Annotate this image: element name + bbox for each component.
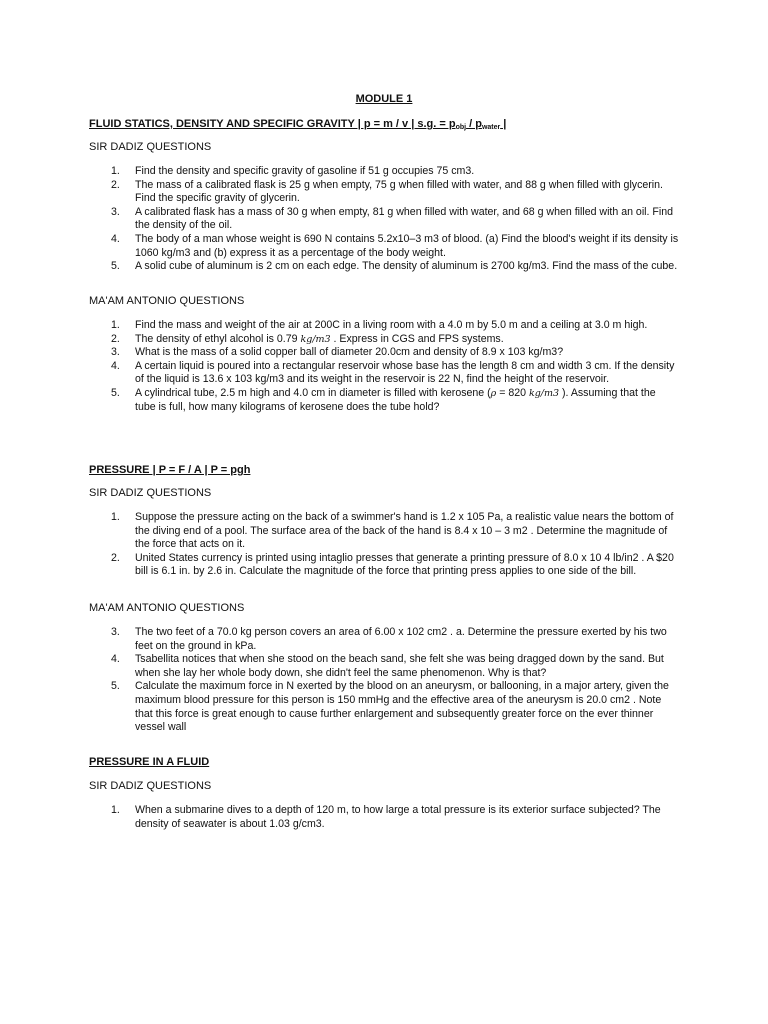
question-text: When a submarine dives to a depth of 120 m, to how large a total pressure is its exterior surface subjected? The density of seawater is about 1.03 g/cm3. bbox=[135, 804, 661, 830]
question-item bbox=[89, 319, 679, 333]
group-label-sir-dadiz: SIR DADIZ QUESTIONS bbox=[89, 141, 212, 153]
section-heading-pressure: PRESSURE | P = F / A | P = pgh bbox=[89, 464, 251, 476]
question-text: The two feet of a 70.0 kg person covers an area of 6.00 x 102 cm2 . a. Determine the pressure exerted by his two feet on the ground in kPa. bbox=[135, 626, 667, 652]
question-text: The body of a man whose weight is 690 N contains 5.2x10–3 m3 of blood. (a) Find the blood's weight if its density is 1060 kg/m3 and (b) express it as a percentage of the body weight. bbox=[135, 232, 679, 259]
question-item bbox=[89, 653, 679, 680]
question-number: 3. bbox=[111, 346, 120, 359]
question-item bbox=[89, 333, 679, 347]
group-label-sir-dadiz: SIR DADIZ QUESTIONS bbox=[89, 780, 212, 792]
question-number: 5. bbox=[111, 680, 120, 693]
question-text: Tsabellita notices that when she stood on the beach sand, she felt she was being dragged down by the sand. But when she lay her whole body down, she didn't feel the same phenomenon. Why is that? bbox=[135, 653, 664, 679]
question-item bbox=[89, 165, 679, 179]
question-item bbox=[89, 206, 679, 233]
heading-text-end: | bbox=[500, 118, 507, 130]
question-number: 1. bbox=[111, 165, 120, 177]
module-title: MODULE 1 bbox=[355, 93, 413, 105]
section-heading-pressure-in-fluid: PRESSURE IN A FLUID bbox=[89, 756, 210, 768]
question-text: What is the mass of a solid copper ball of diameter 20.0cm and density of 8.9 x 103 kg/m3? bbox=[135, 346, 564, 359]
heading-text-mid: / p bbox=[466, 118, 482, 130]
question-text-mid: = 820 bbox=[496, 386, 529, 399]
question-item bbox=[89, 804, 679, 831]
question-item bbox=[89, 552, 679, 579]
question-text-end: . Express in CGS and FPS systems. bbox=[330, 332, 504, 345]
question-text: The mass of a calibrated flask is 25 g when empty, 75 g when filled with water, and 88 g when filled with glycerin. Find the specific gravity of glycerin. bbox=[135, 178, 664, 205]
section-heading-fluid-statics bbox=[89, 118, 506, 135]
question-text: A solid cube of aluminum is 2 cm on each edge. The density of aluminum is 2700 kg/m3. Find the mass of the cube. bbox=[135, 260, 678, 273]
heading-subscript-water: water bbox=[481, 124, 501, 131]
question-list-pressure-maam-antonio bbox=[89, 626, 679, 735]
question-list-fluid-sir-dadiz bbox=[89, 804, 679, 831]
heading-subscript-obj: obj bbox=[455, 124, 467, 131]
question-item bbox=[89, 260, 679, 274]
question-text: Calculate the maximum force in N exerted by the blood on an aneurysm, or ballooning, in a major artery, given the maximum blood pressure for this person is 150 mmHg and the effective area of the aneurysm is 20.0 cm2 . Note that this force is great enough to cause further enlargement and subsequently greater force on the ever thinner vessel wall bbox=[135, 680, 669, 734]
question-number: 4. bbox=[111, 359, 120, 372]
question-text: A cylindrical tube, 2.5 m high and 4.0 cm in diameter is filled with kerosene ( bbox=[135, 386, 491, 399]
question-item bbox=[89, 626, 679, 653]
unit-formula: kg/m3 bbox=[300, 333, 331, 345]
question-number: 3. bbox=[111, 205, 120, 218]
question-number: 5. bbox=[111, 386, 120, 399]
unit-formula: kg/m3 bbox=[528, 387, 560, 399]
question-number: 4. bbox=[111, 653, 120, 666]
question-text: The density of ethyl alcohol is 0.79 bbox=[135, 332, 301, 345]
question-text: Find the density and specific gravity of gasoline if 51 g occupies 75 cm3. bbox=[135, 165, 475, 177]
question-item bbox=[89, 680, 679, 734]
question-number: 1. bbox=[111, 804, 120, 816]
question-number: 5. bbox=[111, 260, 120, 273]
question-text: Find the mass and weight of the air at 200C in a living room with a 4.0 m by 5.0 m and a ceiling at 3.0 m high. bbox=[135, 319, 648, 331]
question-number: 2. bbox=[111, 178, 120, 191]
question-item bbox=[89, 346, 679, 360]
question-number: 3. bbox=[111, 626, 120, 638]
question-item bbox=[89, 360, 679, 387]
question-text: A calibrated flask has a mass of 30 g when empty, 81 g when filled with water, and 68 g when filled with an oil. Find the density of the oil. bbox=[135, 205, 674, 232]
question-item bbox=[89, 179, 679, 206]
question-list-density-maam-antonio bbox=[89, 319, 679, 414]
group-label-sir-dadiz: SIR DADIZ QUESTIONS bbox=[89, 487, 212, 499]
rho-symbol: ρ bbox=[490, 387, 497, 399]
question-list-density-sir-dadiz bbox=[89, 165, 679, 274]
question-item bbox=[89, 511, 679, 552]
group-label-maam-antonio: MA'AM ANTONIO QUESTIONS bbox=[89, 295, 245, 307]
question-number: 1. bbox=[111, 511, 120, 523]
question-item bbox=[89, 387, 679, 414]
question-number: 1. bbox=[111, 319, 120, 331]
question-number: 2. bbox=[111, 332, 120, 345]
question-text-end: ). Assuming that the tube is full, how many kilograms of kerosene does the tube hold? bbox=[135, 386, 656, 413]
question-list-pressure-sir-dadiz bbox=[89, 511, 679, 579]
question-text: United States currency is printed using intaglio presses that generate a printing pressure of 8.0 x 10 4 lb/in2 . A $20 bill is 6.1 in. by 2.6 in. Calculate the magnitude of the force that printing press applies to one side of the bill. bbox=[135, 551, 674, 578]
question-number: 4. bbox=[111, 232, 120, 245]
question-number: 2. bbox=[111, 551, 120, 564]
question-text: Suppose the pressure acting on the back of a swimmer's hand is 1.2 x 105 Pa, a realistic value nears the bottom of the diving end of a pool. The surface area of the back of the hand is 8.4 x 10 – 3 m2 . Determine the magnitude of the force that acts on it. bbox=[135, 511, 674, 551]
heading-text: FLUID STATICS, DENSITY AND SPECIFIC GRAVITY | p = m / v | s.g. = p bbox=[89, 118, 456, 130]
question-text: A certain liquid is poured into a rectangular reservoir whose base has the length 8 cm and width 3 cm. If the density of the liquid is 13.6 x 103 kg/m3 and its weight in the reservoir is 22 N, find the height of the reservoir. bbox=[135, 359, 675, 386]
group-label-maam-antonio: MA'AM ANTONIO QUESTIONS bbox=[89, 602, 245, 614]
question-item bbox=[89, 233, 679, 260]
